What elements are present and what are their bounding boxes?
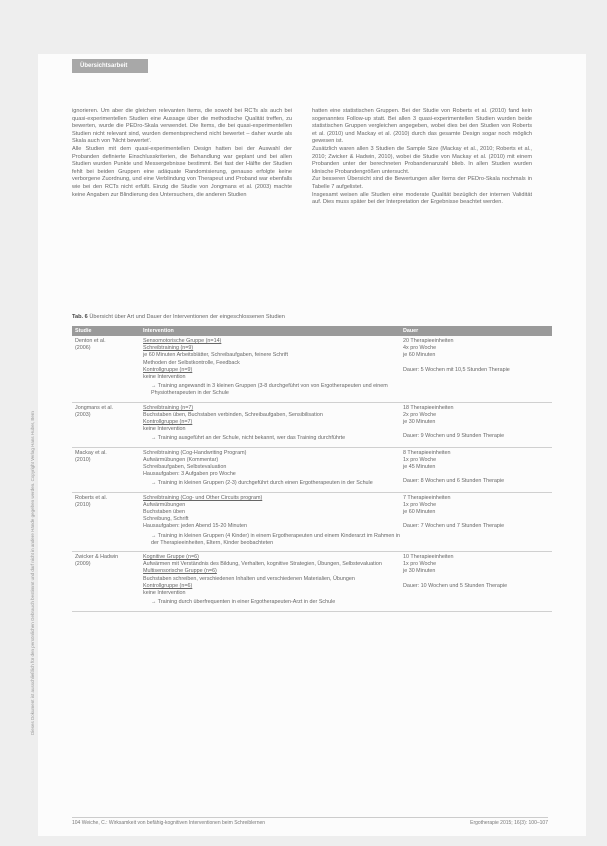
table-row: [72, 493, 552, 552]
intervention-cell: [141, 554, 401, 607]
duration-line: 8 Therapieeinheiten: [403, 449, 451, 456]
intervention-cell: [141, 450, 401, 489]
intervention-line: Schreibung, Schrift: [143, 516, 189, 523]
table-row: [72, 448, 552, 493]
study-line: Roberts et al.: [75, 494, 108, 501]
intervention-line: Hausaufgaben: jeden Abend 15-20 Minuten: [143, 523, 248, 530]
study-cell: [72, 338, 141, 399]
duration-line: 18 Therapieeinheiten: [403, 404, 454, 411]
duration-cell: [401, 495, 552, 548]
footer-left: 104 Weiche, C.: Wirksamkeit von befähig-kognitiven Interventionen beim Schreiblernen: [72, 820, 266, 826]
duration-cell: [401, 450, 552, 489]
study-cell: [72, 450, 141, 489]
duration-line: 1x pro Woche: [403, 561, 437, 568]
duration-line: je 60 Minuten: [403, 509, 436, 516]
duration-line: je 30 Minuten: [403, 568, 436, 575]
study-line: Jongmans et al.: [75, 404, 114, 411]
copyright-vertical-note: Dieses Dokument ist ausschließlich für den persönlichen Gebrauch bestimmt und darf nicht in andere Hände gegeben werden. Copyright Verlag Hans Huber, Bern: [30, 411, 35, 735]
intervention-cell: [141, 405, 401, 444]
setting-note: → Training in kleinen Gruppen (2-3) durchgeführt durch einen Ergotherapeuten in der Schule: [151, 480, 401, 487]
duration-cell: [401, 554, 552, 607]
duration-line: 10 Therapieeinheiten: [403, 554, 454, 561]
duration-line: 7 Therapieeinheiten: [403, 494, 451, 501]
duration-total: Dauer: 8 Wochen und 6 Stunden Therapie: [403, 478, 505, 485]
intervention-line: Aufwärmübungen: [143, 501, 186, 508]
right-column: [312, 108, 532, 207]
intervention-line: Methoden der Selbstkontrolle, Feedback: [143, 359, 240, 366]
intervention-line: Buchstaben schreiben, verschiedenen Inhalten und verschiedenen Materialien, Übungen: [143, 575, 355, 582]
group-heading: Sensomotorische Gruppe (n=14): [143, 338, 222, 344]
paragraph: Zur besseren Übersicht sind die Bewertungen aller Items der PEDro-Skala nochmals in Tabelle 7 aufgelistet.: [312, 176, 532, 190]
duration-total: Dauer: 7 Wochen und 7 Stunden Therapie: [403, 523, 505, 530]
duration-line: 2x pro Woche: [403, 411, 437, 418]
duration-line: 1x pro Woche: [403, 501, 437, 508]
intervention-line: keine Intervention: [143, 590, 186, 597]
interventions-table: [72, 326, 552, 612]
duration-total: Dauer: 5 Wochen mit 10,5 Stunden Therapie: [403, 366, 510, 373]
left-column: [72, 108, 292, 199]
footer-right: Ergotherapie 2015; 16(3): 100–107: [470, 820, 548, 826]
group-heading: Schreibtraining (Cog- und Other Circuits program): [143, 494, 263, 501]
paragraph: Alle Studien mit dem quasi-experimentellen Design hatten bei der Auswahl der Probanden definierte Einschlusskriterien, die Behandlung war geplant und bei allen Studien wurden Punkte und Messergebnisse bestimmt. Bei fast der Hälfte der Studien fehlt bei beiden Gruppen eine adäquate Randomisierung, genauso erfolgte keine verborgene Zuordnung, und eine Verblindung von Therapeut und Proband war ebenfalls wie bei den RCTs nicht erfüllt. Einzig die Studie von Jongmans et al. (2003) machte keine Angaben zur Blindierung des Untersuchers, die anderen Studien: [72, 145, 292, 198]
setting-note: → Training in kleinen Gruppen (4 Kinder) in einem Ergotherapeuten und einem Kinderarzt im Rahmen in der Therapieeinheiten, Eltern, Kinder beobachteten: [151, 533, 401, 547]
intervention-line: Buchstaben üben, Buchstaben verbinden, Schreibaufgaben, Sensibilisation: [143, 411, 323, 418]
table-caption-text: Übersicht über Art und Dauer der Interventionen der eingeschlossenen Studien: [89, 314, 285, 320]
group-heading: Kontrollgruppe (n=6): [143, 582, 193, 589]
table-row: [72, 336, 552, 403]
table-header: [72, 326, 552, 336]
section-tag: Übersichtsarbeit: [72, 59, 148, 73]
setting-note: → Training angewandt in 3 kleinen Gruppen (3-8 durchgeführt von von Ergotherapeuten und einem Physiotherapeuten in der Schule: [151, 383, 401, 397]
intervention-line: je 60 Minuten Arbeitsblätter, Schreibaufgaben, feinere Schrift: [143, 352, 289, 359]
duration-line: 4x pro Woche: [403, 345, 437, 352]
study-cell: [72, 495, 141, 548]
duration-cell: [401, 405, 552, 444]
paragraph: hatten eine statistischen Gruppen. Bei der Studie von Roberts et al. (2010) fand kein sogenanntes Follow-up statt. Bei allen 3 quasi-experimentellen Studien wurden beide statistischen Gruppen vergleichen angegeben, wobei dies bei den Studien von Roberts et al. (2010) und Mackay et al. (2010) durch das gesamte Design sogar noch möglich gewesen ist.: [312, 108, 532, 145]
table-row: [72, 403, 552, 448]
group-heading: Kontrollgruppe (n=7): [143, 419, 193, 426]
intervention-line: Schreibtraining (Cog-Handwriting Program): [143, 449, 247, 456]
study-line: (2009): [75, 561, 91, 568]
group-heading: Schreibtraining (n=9): [143, 345, 194, 352]
duration-cell: [401, 338, 552, 399]
study-line: (2006): [75, 345, 91, 352]
study-line: Zwicker & Hadwin: [75, 554, 119, 561]
group-heading: Kontrollgruppe (n=9): [143, 366, 193, 373]
study-line: Mackay et al.: [75, 449, 107, 456]
duration-line: je 30 Minuten: [403, 419, 436, 426]
intervention-cell: [141, 495, 401, 548]
group-heading: Schreibtraining (n=7): [143, 404, 194, 411]
intervention-line: Aufwärmübungen (Kommentar): [143, 456, 219, 463]
intervention-cell: [141, 338, 401, 399]
intervention-line: Aufwärmen mit Verständnis des Bildung, Verhalten, kognitive Strategien, Übungen, Selbstevaluation: [143, 561, 382, 568]
intervention-line: Schreibaufgaben, Selbstevaluation: [143, 464, 227, 471]
intervention-line: Buchstaben üben: [143, 509, 185, 516]
duration-total: Dauer: 10 Wochen und 5 Stunden Therapie: [403, 582, 508, 589]
paragraph: Zusätzlich waren allen 3 Studien die Sample Size (Mackay et al., 2010; Roberts et al., 2010; Zwicker & Hadwin, 2010), wobei die Studie von Mackay et al. (2010) mit einem Probanden unter der berechneten Probandenanzahl blieb. In allen Studien wurden klinische Probandengrößen untersucht.: [312, 145, 532, 175]
table-row: [72, 552, 552, 611]
table-body: [72, 336, 552, 612]
study-cell: [72, 405, 141, 444]
intervention-line: keine Intervention: [143, 374, 186, 381]
intervention-line: Hausaufgaben: 3 Aufgaben pro Woche: [143, 471, 236, 478]
intervention-line: keine Intervention: [143, 426, 186, 433]
study-cell: [72, 554, 141, 607]
duration-line: 20 Therapieeinheiten: [403, 338, 454, 344]
duration-line: je 60 Minuten: [403, 352, 436, 359]
table-caption-label: Tab. 6: [72, 314, 88, 320]
study-line: (2003): [75, 411, 91, 418]
group-heading: Multisensorische Gruppe (n=6): [143, 568, 217, 575]
setting-note: → Training ausgeführt an der Schule, nicht bekannt, wer das Training durchführte: [151, 435, 401, 442]
header-intervention: Intervention: [143, 328, 174, 334]
study-line: (2010): [75, 456, 91, 463]
paragraph: Insgesamt weisen alle Studien eine moderate Qualität bezüglich der internen Validität auf. Dies muss später bei der Interpretation der Ergebnisse beachtet werden.: [312, 191, 532, 206]
table-caption: [72, 314, 552, 320]
setting-note: → Training durch überfrequenten in einer Ergotherapeuten-Arzt in der Schule: [151, 599, 401, 606]
page-footer: [72, 817, 548, 830]
duration-total: Dauer: 9 Wochen und 9 Stunden Therapie: [403, 433, 505, 440]
study-line: (2010): [75, 501, 91, 508]
group-heading: Kognitive Gruppe (n=6): [143, 554, 199, 561]
duration-line: 1x pro Woche: [403, 456, 437, 463]
paragraph: ignorieren. Um aber die gleichen relevanten Items, die sowohl bei RCTs als auch bei quasi-experimentellen Studien eine Aussage über die methodische Qualität treffen, zu bewerten, wurde die PEDro-Skala verwendet. Die Items, die bei quasi-experimentellen Studien nicht relevant sind, wurden dementsprechend nicht bewertet – daher wurde als Skala auch von 'Nicht bewertet'.: [72, 108, 292, 145]
header-study: Studie: [75, 328, 92, 334]
header-duration: Dauer: [403, 328, 419, 334]
study-line: Denton et al.: [75, 338, 106, 344]
duration-line: je 45 Minuten: [403, 464, 436, 471]
